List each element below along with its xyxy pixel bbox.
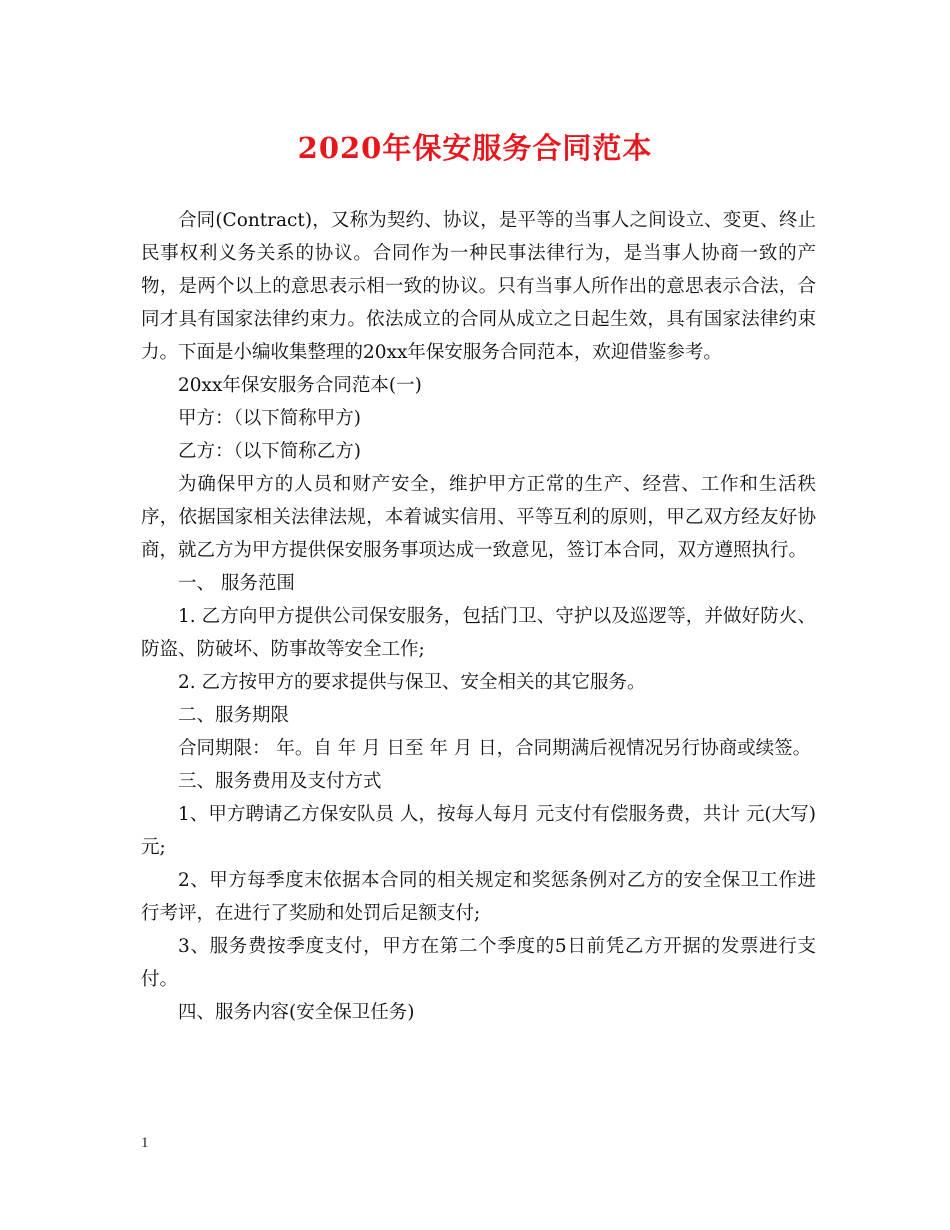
section-heading: 二、服务期限 [178,705,290,726]
document-title: 2020年保安服务合同范本 [297,131,653,165]
paragraph: 甲方：（以下简称甲方) [178,408,361,429]
paragraph: 2、甲方每季度末依据本合同的相关规定和奖惩条例对乙方的安全保卫工作进行考评，在进行了奖励和处罚后足额支付; [141,870,816,924]
paragraph: 合同(Contract)，又称为契约、协议，是平等的当事人之间设立、变更、终止民事权利义务关系的协议。合同作为一种民事法律行为，是当事人协商一致的产物，是两个以上的意思表示相一致的协议。只有当事人所作出的意思表示合法，合同才具有国家法律约束力。依法成立的合同从成立之日起生效，具有国家法律约束力。下面是小编收集整理的20xx年保安服务合同范本，欢迎借鉴参考。 [141,210,816,363]
section-heading: 四、服务内容(安全保卫任务) [178,1002,415,1023]
section-heading: 一、 服务范围 [178,573,295,594]
paragraph: 乙方：（以下简称乙方) [178,441,361,462]
paragraph: 3、服务费按季度支付，甲方在第二个季度的5日前凭乙方开据的发票进行支付。 [141,936,816,990]
paragraph: 为确保甲方的人员和财产安全，维护甲方正常的生产、经营、工作和生活秩序，依据国家相关法律法规，本着诚实信用、平等互利的原则，甲乙双方经友好协商，就乙方为甲方提供保安服务事项达成一致意见，签订本合同，双方遵照执行。 [141,474,816,561]
paragraph: 20xx年保安服务合同范本(一) [178,375,422,396]
paragraph: 2. 乙方按甲方的要求提供与保卫、安全相关的其它服务。 [178,672,646,693]
paragraph: 1. 乙方向甲方提供公司保安服务，包括门卫、守护以及巡逻等，并做好防火、防盗、防破坏、防事故等安全工作; [141,606,816,660]
paragraph: 合同期限： 年。自 年 月 日至 年 月 日，合同期满后视情况另行协商或续签。 [178,738,812,759]
page-number: 1 [141,1135,149,1151]
section-heading: 三、服务费用及支付方式 [178,771,382,792]
paragraph: 1、甲方聘请乙方保安队员 人，按每人每月 元支付有偿服务费，共计 元(大写) 元; [141,804,816,858]
document-body [141,204,816,1029]
